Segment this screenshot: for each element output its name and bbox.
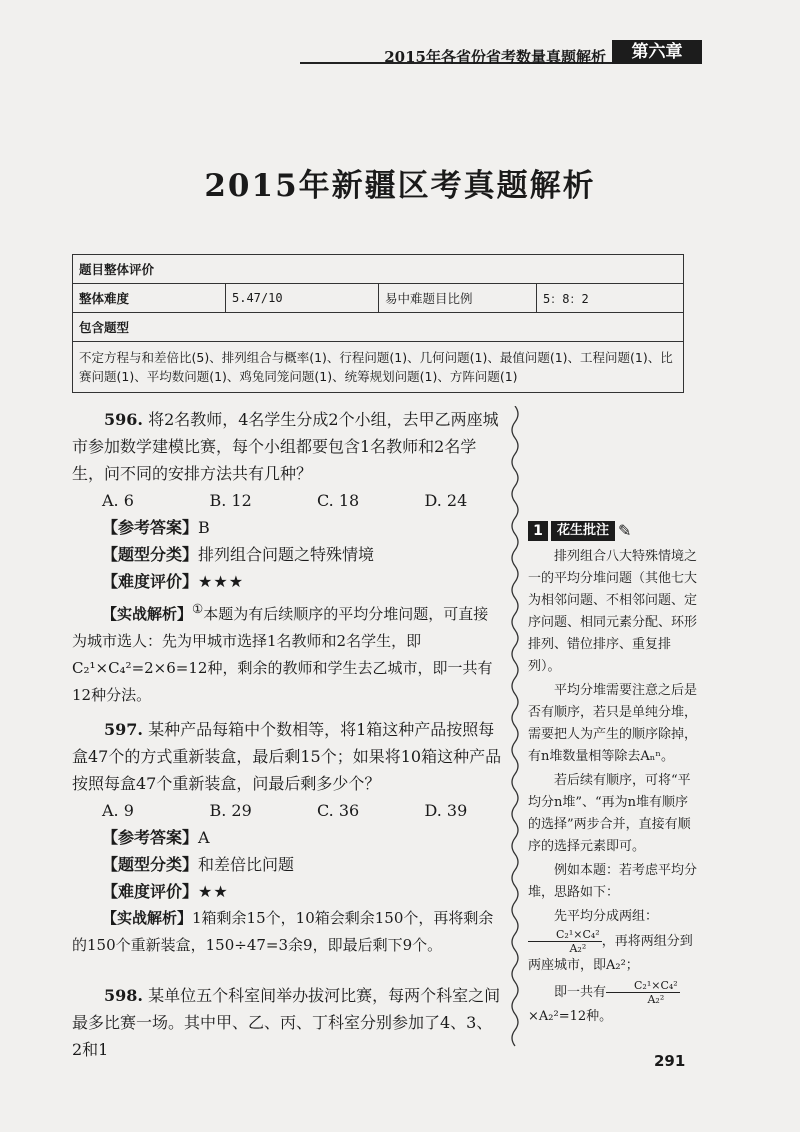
badge-label: 花生批注 <box>551 521 615 541</box>
question-596 <box>72 406 502 709</box>
options <box>72 487 502 514</box>
p5-pre: 先平均分成两组： <box>554 909 659 924</box>
analysis-text: 本题为有后续顺序的平均分堆问题，可直接为城市选人：先为甲城市选择1名教师和2名学生，即C₂¹×C₄²=2×6=12种，剩余的教师和学生去乙城市，即一共有12种分法。 <box>72 605 493 704</box>
option-a: A. 6 <box>102 491 134 510</box>
type-label: 【题型分类】 <box>102 545 199 564</box>
answer-value: B <box>198 518 210 537</box>
difficulty-label: 整体难度 <box>73 284 226 313</box>
note-marker: ① <box>192 601 204 616</box>
difficulty-stars: ★★★ <box>198 572 245 591</box>
p5-post: ，再将两组分到两座城市，即A₂²； <box>528 934 693 973</box>
question-598 <box>72 982 502 1063</box>
annotation-p1: 排列组合八大特殊情境之一的平均分堆问题（其他七大为相邻问题、不相邻问题、定序问题、相同元素分配、环形排列、错位排序、重复排列）。 <box>528 549 698 674</box>
option-d: D. 24 <box>424 491 468 510</box>
frac-top: C₂¹×C₄² <box>606 979 680 993</box>
header-title: 2015年各省份省考数量真题解析 <box>384 48 606 66</box>
frac-top: C₂¹×C₄² <box>528 928 602 942</box>
question-text: 某单位五个科室间举办拔河比赛，每两个科室之间最多比赛一场。其中甲、乙、丙、丁科室分别参加了4、3、2和1 <box>72 986 501 1059</box>
type-value: 排列组合问题之特殊情境 <box>198 545 375 564</box>
difficulty-label: 【难度评价】 <box>102 882 199 901</box>
question-text: 将2名教师，4名学生分成2个小组，去甲乙两座城市参加数学建模比赛，每个小组都要包含1名教师和2名学生，问不同的安排方法共有几种？ <box>72 410 499 483</box>
frac-bottom: A₂² <box>569 942 587 955</box>
option-c: C. 18 <box>317 491 360 510</box>
annotation-p6 <box>528 979 698 1028</box>
question-597 <box>72 716 502 959</box>
answer-value: A <box>198 828 210 847</box>
wavy-divider <box>508 406 522 1056</box>
option-a: A. 9 <box>102 801 134 820</box>
option-b: B. 29 <box>209 801 252 820</box>
question-number: 597. <box>104 720 143 739</box>
difficulty-value: 5.47/10 <box>226 284 379 313</box>
p6-pre: 即一共有 <box>554 985 607 1000</box>
annotation-p2: 平均分堆需要注意之后是否有顺序，若只是单纯分堆，需要把人为产生的顺序除掉，有n堆数量相等除去Aₙⁿ。 <box>528 683 698 764</box>
eval-heading: 题目整体评价 <box>73 255 684 284</box>
p6-post: ×A₂²=12种。 <box>528 1009 613 1024</box>
annotation-badge <box>528 520 698 542</box>
page-title: 2015年新疆区考真题解析 <box>204 168 596 204</box>
fraction <box>528 928 602 955</box>
option-b: B. 12 <box>209 491 252 510</box>
options <box>72 797 502 824</box>
question-number: 598. <box>104 986 143 1005</box>
annotation-p3: 若后续有顺序，可将“平均分n堆”、“再为n堆有顺序的选择”两步合并，直接有顺序的选择元素即可。 <box>528 773 691 854</box>
difficulty-label: 【难度评价】 <box>102 572 199 591</box>
question-number: 596. <box>104 410 143 429</box>
running-header <box>300 40 702 68</box>
question-text: 某种产品每箱中个数相等，将1箱这种产品按照每盒47个的方式重新装盒，最后剩15个；如果将10箱这种产品按照每盒47个重新装盒，问最后剩多少个？ <box>72 720 502 793</box>
analysis-text: 1箱剩余15个，10箱会剩余150个，再将剩余的150个重新装盒，150÷47=3余9，即最后剩下9个。 <box>72 909 494 954</box>
chapter-tab: 第六章 <box>612 40 702 64</box>
type-value: 和差倍比问题 <box>198 855 295 874</box>
ratio-value: 5：8：2 <box>537 284 684 313</box>
annotation-p5 <box>528 906 698 977</box>
pencil-icon: ✎ <box>618 521 632 540</box>
types-list: 不定方程与和差倍比(5)、排列组合与概率(1)、行程问题(1)、几何问题(1)、最值问题(1)、工程问题(1)、比赛问题(1)、平均数问题(1)、鸡兔同笼问题(1)、统筹规划问题(1)、方阵问题(1) <box>73 342 684 393</box>
badge-number: 1 <box>528 521 548 541</box>
answer-label: 【参考答案】 <box>102 518 199 537</box>
types-heading: 包含题型 <box>73 313 684 342</box>
option-d: D. 39 <box>424 801 468 820</box>
type-label: 【题型分类】 <box>102 855 199 874</box>
page-number: 291 <box>654 1052 686 1070</box>
annotation-p4: 例如本题：若考虑平均分堆，思路如下： <box>528 863 698 900</box>
fraction-2 <box>606 979 680 1006</box>
analysis-label: 【实战解析】 <box>102 605 193 623</box>
ratio-label: 易中难题目比例 <box>379 284 537 313</box>
frac-bottom: A₂² <box>647 993 665 1006</box>
difficulty-stars: ★★ <box>198 882 229 901</box>
sidebar-annotation <box>528 520 698 1030</box>
analysis-label: 【实战解析】 <box>102 909 193 927</box>
evaluation-table <box>72 254 684 393</box>
answer-label: 【参考答案】 <box>102 828 199 847</box>
option-c: C. 36 <box>317 801 360 820</box>
